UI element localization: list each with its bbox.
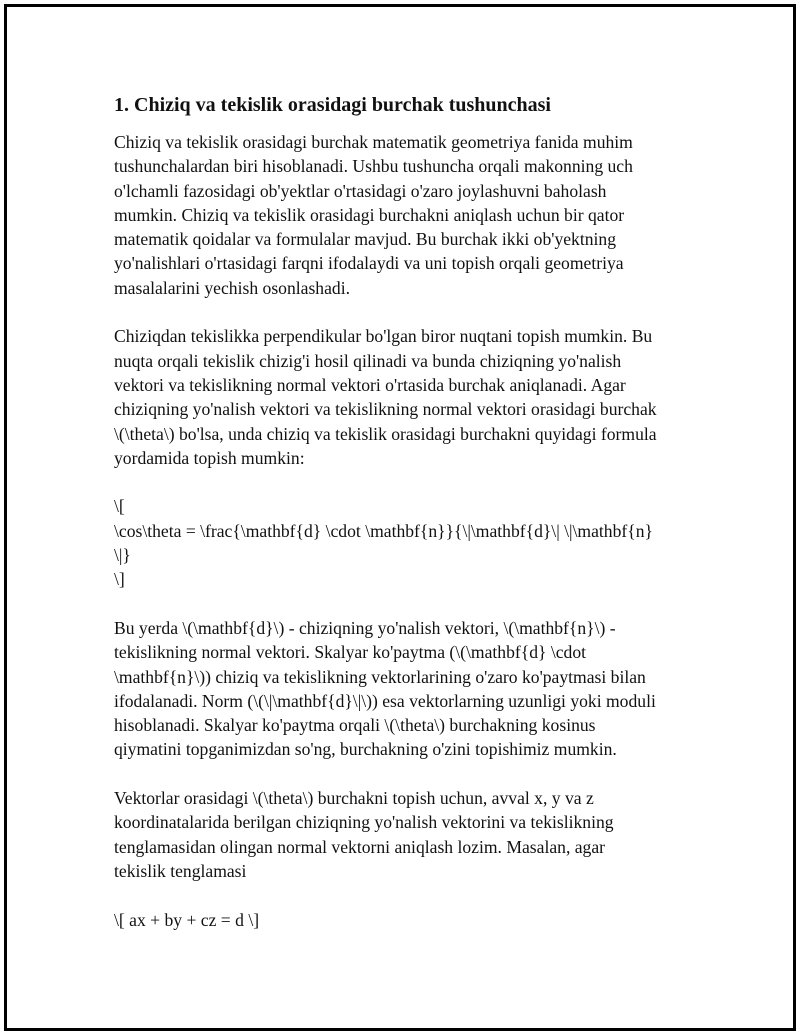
text-line: Bu yerda \(\mathbf{d}\) - chiziqning yo'nalish vektori, \(\mathbf{n}\) - <box>114 617 616 638</box>
text-line: ifodalanadi. Norm (\(\|\mathbf{d}\|\)) esa vektorlarning uzunligi yoki moduli <box>114 690 656 711</box>
paragraph <box>114 324 694 470</box>
text-line: \] <box>114 569 125 590</box>
text-line: \mathbf{n}\)) chiziq va tekislikning vektorlarining o'zaro ko'paytmasi bilan <box>114 666 646 687</box>
text-line: Vektorlar orasidagi \(\theta\) burchakni topish uchun, avval x, y va z <box>114 788 594 809</box>
text-line: hisoblanadi. Skalyar ko'paytma orqali \(\theta\) burchakning kosinus <box>114 715 596 736</box>
text-line: nuqta orqali tekislik chizig'i hosil qilinadi va bunda chiziqning yo'nalish <box>114 350 622 371</box>
text-line: \(\theta\) bo'lsa, unda chiziq va tekislik orasidagi burchakni quyidagi formula <box>114 423 657 444</box>
text-line: matematik qoidalar va formulalar mavjud. Bu burchak ikki ob'yektning <box>114 229 617 250</box>
text-line: tekislik tenglamasi <box>114 860 247 881</box>
paragraph <box>114 616 694 762</box>
paragraph <box>114 130 694 300</box>
text-line: \cos\theta = \frac{\mathbf{d} \cdot \mathbf{n}}{\|\mathbf{d}\| \|\mathbf{n} <box>114 520 653 541</box>
text-line: \[ <box>114 496 125 517</box>
text-line: yordamida topish mumkin: <box>114 447 305 468</box>
document-body <box>114 92 694 956</box>
paragraph <box>114 908 694 932</box>
text-line: mumkin. Chiziq va tekislik orasidagi burchakni aniqlash uchun bir qator <box>114 204 625 225</box>
text-line: tekislikning normal vektori. Skalyar ko'paytma (\(\mathbf{d} \cdot <box>114 642 587 663</box>
text-line: Chiziqdan tekislikka perpendikular bo'lgan biror nuqtani topish mumkin. Bu <box>114 326 653 347</box>
text-line: chiziqning yo'nalish vektori va tekislikning normal vektori orasidagi burchak <box>114 399 657 420</box>
text-line: Chiziq va tekislik orasidagi burchak matematik geometriya fanida muhim <box>114 132 633 152</box>
text-line: tushunchalardan biri hisoblanadi. Ushbu tushuncha orqali makonning uch <box>114 156 633 177</box>
paragraph <box>114 494 694 591</box>
text-line: \|} <box>114 545 131 566</box>
paragraph <box>114 786 694 883</box>
text-line: vektori va tekislikning normal vektori o'rtasida burchak aniqlanadi. Agar <box>114 374 626 395</box>
text-line: masalalarini yechish osonlashadi. <box>114 277 350 298</box>
text-line: yo'nalishlari o'rtasidagi farqni ifodalaydi va uni topish orqali geometriya <box>114 253 624 274</box>
section-heading: 1. Chiziq va tekislik orasidagi burchak tushunchasi <box>114 94 551 116</box>
text-line: qiymatini topganimizdan so'ng, burchakning o'zini topishimiz mumkin. <box>114 739 617 760</box>
text-line: \[ ax + by + cz = d \] <box>114 909 260 930</box>
text-line: o'lchamli fazosidagi ob'yektlar o'rtasidagi o'zaro joylashuvni baholash <box>114 180 607 201</box>
text-line: tenglamasidan olingan normal vektorni aniqlash lozim. Masalan, agar <box>114 836 606 857</box>
text-line: koordinatalarida berilgan chiziqning yo'nalish vektorini va tekislikning <box>114 812 614 833</box>
paragraphs-container <box>114 130 694 932</box>
